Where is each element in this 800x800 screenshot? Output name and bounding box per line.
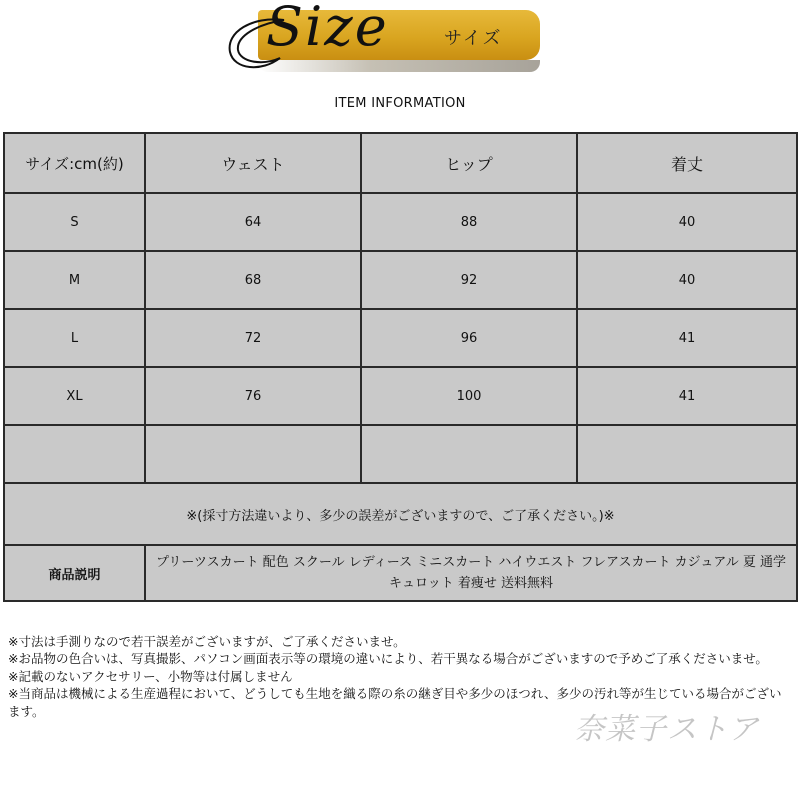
size-cell: L: [4, 309, 145, 367]
header-cell-waist: ウェスト: [145, 133, 361, 193]
size-table: [3, 132, 798, 602]
table-row: [4, 193, 797, 251]
length-cell: 41: [577, 367, 797, 425]
waist-cell: 64: [145, 193, 361, 251]
header-cell-size: サイズ:cm(約): [4, 133, 145, 193]
length-cell: 40: [577, 193, 797, 251]
size-banner: [222, 0, 542, 76]
measurement-note: ※(採寸方法違いより、多少の誤差がございますので、ご了承ください。)※: [4, 483, 797, 545]
hip-cell: 96: [361, 309, 577, 367]
length-cell: 40: [577, 251, 797, 309]
hip-cell: 88: [361, 193, 577, 251]
table-header-row: [4, 133, 797, 193]
size-cell: XL: [4, 367, 145, 425]
size-cell: M: [4, 251, 145, 309]
item-information-heading: ITEM INFORMATION: [334, 96, 466, 111]
size-cell: S: [4, 193, 145, 251]
note-line: ※記載のないアクセサリー、小物等は付属しません: [8, 668, 293, 684]
description-label: 商品説明: [4, 545, 145, 601]
waist-cell: 68: [145, 251, 361, 309]
empty-cell: [577, 425, 797, 483]
table-row: [4, 251, 797, 309]
hip-cell: 100: [361, 367, 577, 425]
banner-script-title: Size: [266, 0, 389, 58]
header-cell-hip: ヒップ: [361, 133, 577, 193]
waist-cell: 76: [145, 367, 361, 425]
empty-cell: [4, 425, 145, 483]
table-row-empty: [4, 425, 797, 483]
note-line: ※お品物の色合いは、写真撮影、パソコン画面表示等の環境の違いにより、若干異なる場合がございますので予めご了承くださいませ。: [8, 651, 768, 667]
table-row: [4, 367, 797, 425]
empty-cell: [361, 425, 577, 483]
note-line: ※当商品は機械による生産過程において、どうしても生地を織る際の糸の継ぎ目や多少のほつれ、多少の汚れ等が生じている場合がございます。: [8, 686, 782, 719]
empty-cell: [145, 425, 361, 483]
length-cell: 41: [577, 309, 797, 367]
note-line: ※寸法は手測りなので若干誤差がございますが、ご了承くださいませ。: [8, 634, 406, 649]
description-text: プリーツスカート 配色 スクール レディース ミニスカート ハイウエスト フレアスカート カジュアル 夏 通学 キュロット 着痩せ 送料無料: [145, 545, 797, 601]
table-note-row: [4, 483, 797, 545]
table-description-row: [4, 545, 797, 601]
header-cell-length: 着丈: [577, 133, 797, 193]
store-watermark: 奈菜子ストア: [574, 712, 760, 747]
banner-kana-title: サイズ: [444, 28, 503, 49]
waist-cell: 72: [145, 309, 361, 367]
table-row: [4, 309, 797, 367]
hip-cell: 92: [361, 251, 577, 309]
